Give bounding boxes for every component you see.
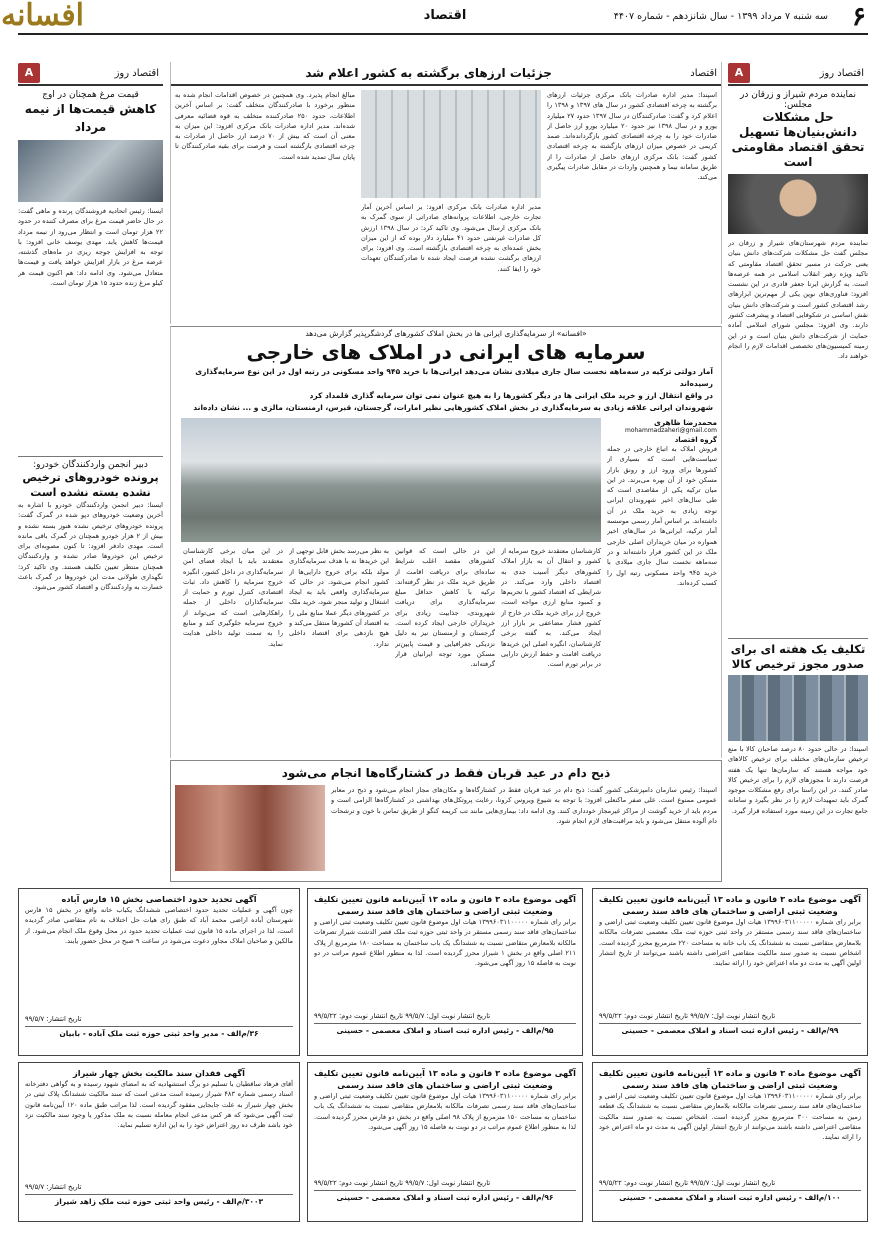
newspaper-logo: افسانه bbox=[0, 0, 84, 33]
photo-slaughterhouse bbox=[175, 785, 325, 871]
kicker: قیمت مرغ همچنان در اوج bbox=[42, 90, 139, 100]
bullet: در واقع انتقال ارز و خرید ملک ایرانی ها در دیگر کشورها را به هیچ عنوان نمی توان سرمایه گذاری قلمداد کرد bbox=[309, 391, 713, 400]
author-email: mohammadzaheri@gmail.com bbox=[624, 427, 717, 434]
ad-headline: تکلیف یک هفته ای برای صدور مجوز ترخیص کالا bbox=[728, 638, 868, 672]
header-rule bbox=[18, 33, 868, 35]
kicker-2: دبیر انجمن واردکنندگان خودرو: bbox=[18, 456, 163, 470]
ad-1 bbox=[592, 888, 868, 1056]
article-body: نماینده مردم شهرستان‌های شیراز و زرقان در مجلس گفت حل مشکلات شرکت‌های دانش بنیان یعنی حرکت در مسیر تحقق اقتصاد مقاومتی که تاکید ویژه رهبر انقلاب اسلامی در همه عرصه‌ها است. به گزارش ایرنا جعفر قادری در این نشست افزود: فناوری‌های نوین یکی از مهم‌ترین ابزارهای رشد اقتصادی کشور است و شرکت‌های دانش بنیان نقش اساسی در شکوفایی اقتصاد و پیشرفت کشور دارند. وی افزود: مجلس شورای اسلامی آماده حمایت از شرکت‌های دانش بنیان است و در این زمینه کمیسیون‌های تخصصی اقدامات لازم را انجام خواهند داد. bbox=[728, 239, 868, 361]
ad-title: آگهی موضوع ماده ۳ قانون و ماده ۱۳ آیین‌نامه قانون تعیین تکلیف وضعیت ثبتی اراضی و ساختمان های فاقد سند رسمی bbox=[314, 1068, 576, 1090]
article-body-2: مبالغ انجام پذیرد. وی همچنین در خصوص اقدامات انجام شده به منظور برخورد با صادرکنندگان متخلف گفت: بر اساس آخرین اطلاعات، حدود ۲۵۰ صادرکننده متخلف به قوه قضائیه معرفی شده‌اند. مدیر اداره صادرات بانک مرکزی افزود: این میزان به معنی آن است که بیش از ۷۰ درصد ارز حاصل از صادرات به چرخه اقتصادی بازگشته است و فرصت برای بقیه صادرکنندگان تا پایان سال تمدید شده است. bbox=[175, 91, 355, 161]
logo-icon: A bbox=[728, 63, 750, 83]
lead-label: گروه اقتصاد bbox=[674, 436, 717, 444]
currency-article bbox=[170, 62, 722, 324]
headline: ذبح دام در عید قربان فقط در کشتارگاه‌ها انجام می‌شود bbox=[281, 766, 611, 780]
ad-title: آگهی موضوع ماده ۳ قانون و ماده ۱۳ آیین‌نامه قانون تعیین تکلیف وضعیت ثبتی اراضی و ساختمان های فاقد سند رسمی bbox=[599, 894, 861, 916]
left-column-header bbox=[18, 62, 163, 86]
page-number: ۶ bbox=[852, 2, 866, 32]
ad-date: تاریخ انتشار نوبت اول: ۹۹/۵/۷ تاریخ انتشار نوبت دوم: ۹۹/۵/۲۲ bbox=[314, 1012, 491, 1020]
right-column-header bbox=[728, 62, 868, 86]
ad-signature: ۹۶/م‌الف - رئیس اداره ثبت اسناد و املاک معصمی - حسینی bbox=[314, 1190, 576, 1202]
feature-body-1: فروش املاک به اتباع خارجی در جمله سیاست‌هایی است که بسیاری از کشورها برای ورود ارز و رونق بازار مسکن خود از آن بهره می‌برند. در این میان ترکیه یکی از مقاصدی است که طی سال‌های اخیر شهروندان ایرانی توجه زیادی به خرید ملک در آن داشته‌اند. بر اساس آمار رسمی موسسه آمار ترکیه، ایرانی‌ها در سال‌های اخیر همواره در میان خریداران اصلی خارجی ملک در این کشور قرار داشته‌اند و در سه‌ماهه نخست سال جاری میلادی با خرید ۹۴۵ واحد مسکونی رتبه اول را کسب کرده‌اند. bbox=[607, 445, 717, 587]
ad-body: اسپندا: در حالی حدود ۸۰ درصد صاحبان کالا با منع ترخیص سازمان‌های مختلف برای ترخیص کالاهای خود مواجه هستند که سازمان‌ها تنها یک هفته فرصت دارند تا مجوزهای لازم را برای ترخیص کالا صادر کنند. در این راستا برای رفع مشکلات موجود گمرک باید تمهیدات لازم را در نظر بگیرد و سامانه جامع تجارت در این زمینه مورد استفاده قرار گیرد. bbox=[728, 745, 868, 815]
article-body-2: ایسنا: دبیر انجمن واردکنندگان خودرو با اشاره به آخرین وضعیت خودروهای دپو شده در گمرک گفت: پرونده خودروهای ترخیص نشده هنوز بسته نشده و بیش از ۲ هزار خودرو همچنان در گمرک باقی مانده است. مهدی دادفر افزود: تا کنون مصوبه‌ای برای ترخیص این خودروها صادر نشده و واردکنندگان همچنان منتظر تعیین تکلیف هستند. وی تاکید کرد: نگهداری طولانی مدت این خودروها در گمرک باعث خسارت به واردکنندگان و اقتصاد کشور می‌شود. bbox=[18, 501, 163, 592]
feature-article bbox=[170, 326, 722, 758]
ad-body: چون آگهی و عملیات تحدید حدود اختصاصی ششدانگ یکباب خانه واقع در بخش ۱۵ فارس شهرستان آباده اراضی محمد آباد که طبق رای هیات حل اختلاف به نام متقاضی صادر گردیده است، لذا در اجرای ماده ۱۵ قانون ثبت عملیات تحدید حدود در محل وقوع ملک انجام می‌شود. از مالکین و صاحبان املاک مجاور دعوت می‌شود در ساعت ۹ صبح در محل حضور یابند. bbox=[25, 906, 293, 945]
feature-bullets bbox=[171, 366, 721, 414]
logo-icon: A bbox=[18, 63, 40, 83]
section-label: اقتصاد bbox=[690, 67, 717, 79]
feature-body-3: این در حالی است که قوانین کشورهای مقصد اغلب شرایط ساده‌ای برای دریافت اقامت از طریق خرید ملک در نظر گرفته‌اند. ترکیه با کاهش حداقل مبلغ سرمایه‌گذاری برای دریافت شهروندی، جذابیت زیادی برای خریداران خارجی ایجاد کرده است. گرجستان و ارمنستان نیز به دلیل نزدیکی جغرافیایی و قیمت پایین‌تر مسکن مورد توجه ایرانیان قرار گرفته‌اند. bbox=[395, 547, 495, 669]
slaughter-article bbox=[170, 760, 722, 882]
ad-title: آگهی موضوع ماده ۳ قانون و ماده ۱۳ آیین‌نامه قانون تعیین تکلیف وضعیت ثبتی اراضی و ساختمان های فاقد سند رسمی bbox=[599, 1068, 861, 1090]
author-name: محمدرضا ظاهری bbox=[653, 418, 717, 427]
headline: حل مشکلات دانش‌بنیان‌ها تسهیل تحقق اقتصاد مقاومتی است bbox=[731, 110, 865, 169]
ad-4 bbox=[592, 1062, 868, 1222]
ad-date: تاریخ انتشار نوبت اول: ۹۹/۵/۷ تاریخ انتشار نوبت دوم: ۹۹/۵/۲۲ bbox=[599, 1012, 776, 1020]
ad-3 bbox=[18, 888, 300, 1056]
ad-signature: ۱۰۰/م‌الف - رئیس اداره ثبت اسناد و املاک معصمی - حسینی bbox=[599, 1190, 861, 1202]
ad-body: آقای فرهاد ساقطیان با تسلیم دو برگ استشهادیه که به امضای شهود رسیده و به گواهی دفترخانه اسناد رسمی شماره ۴۸۳ شیراز رسیده است مدعی است که سند مالکیت ششدانگ پلاک ثبتی در بخش چهار شیراز به علت جابجایی مفقود گردیده است. لذا مراتب طبق ماده ۱۲۰ آیین‌نامه قانون ثبت آگهی می‌شود که هر کس مدعی انجام معامله نسبت به ملک مذکور یا وجود سند مالکیت نزد خود باشد ظرف ده روز اعتراض خود را به این اداره تسلیم نماید. bbox=[25, 1080, 293, 1130]
feature-body-4: به نظر می‌رسد بخش قابل توجهی از این خریدها نه با هدف سرمایه‌گذاری مولد بلکه برای خروج دارایی‌ها از کشور انجام می‌شود. در حالی که سرمایه‌گذاری واقعی باید به ایجاد اشتغال و تولید منجر شود، خرید ملک در کشورهای دیگر عملا منابع ملی را به اقتصاد آن کشورها منتقل می‌کند و هیچ بازدهی برای اقتصاد داخلی ندارد. bbox=[289, 547, 389, 648]
ad-signature: ۹۵/م‌الف - رئیس اداره ثبت اسناد و املاک معصمی - حسینی bbox=[314, 1023, 576, 1035]
ad-2 bbox=[307, 888, 583, 1056]
middle-header bbox=[171, 62, 721, 86]
bullet: شهروندان ایرانی علاقه زیادی به سرمایه‌گذاری در بخش املاک کشورهایی نظیر امارات، گرجستان، قبرس، ارمنستان، مالزی و ... نشان داده‌اند bbox=[193, 403, 713, 412]
feature-body-5: در این میان برخی کارشناسان معتقدند باید با ایجاد فضای امن سرمایه‌گذاری در داخل کشور، انگیزه خروج سرمایه را کاهش داد. ثبات اقتصادی، کنترل تورم و حمایت از سرمایه‌گذاران داخلی از جمله راهکارهایی است که می‌تواند از خروج سرمایه جلوگیری کند و منابع را به سمت تولید داخلی هدایت نماید. bbox=[183, 547, 283, 648]
photo-istanbul bbox=[181, 418, 601, 542]
photo-money bbox=[361, 90, 541, 198]
ad-signature: ۳۶/م‌الف - مدیر واحد ثبتی حوزه ثبت ملک آباده - بابیان bbox=[25, 1026, 293, 1038]
article-body-3: مدیر اداره صادرات بانک مرکزی افزود: بر اساس آخرین آمار تجارت خارجی، اطلاعات پروانه‌های صادراتی از سوی گمرک به بانک مرکزی ارسال می‌شود. وی تاکید کرد: در سال ۱۳۹۸ ارزش کل صادرات غیرنفتی حدود ۴۱ میلیارد دلار بوده که از این میزان بخش عمده‌ای به چرخه اقتصادی بازگشته است. وی افزود: برای ارزهای برگشت نشده فرصت ایجاد شده تا صادرکنندگان تعهدات خود را ایفا کنند. bbox=[361, 203, 541, 273]
ad-date: تاریخ انتشار: ۹۹/۵/۷ bbox=[25, 1183, 82, 1191]
article-body: ایسنا: رئیس اتحادیه فروشندگان پرنده و ماهی گفت: در حال حاضر قیمت مرغ برای مصرف کننده در حدود ۲۲ هزار تومان است و انتظار می‌رود از نیمه مرداد قیمت‌ها کاهش یابد. مهدی یوسف خانی افزود: با توجه به افزایش جوجه ریزی در ماه‌های گذشته، عرضه مرغ در بازار افزایش خواهد یافت و قیمت‌ها متعادل می‌شود. وی ادامه داد: هم اکنون قیمت هر کیلو مرغ زنده حدود ۱۵ هزار تومان است. bbox=[18, 207, 163, 288]
ad-body: برابر رای شماره ۱۳۹۹۶۰۳۱۱۰۰۰۰۰ هیات اول موضوع قانون تعیین تکلیف وضعیت ثبتی اراضی و ساختمان‌های فاقد سند رسمی مستقر در واحد ثبتی حوزه ثبت ملک معصمی تصرفات مالکانه بلامعارض متقاضی نسبت به ششدانگ یک باب خانه به مساحت ۲۲۰ مترمربع محرز گردیده است. اشخاص نسبت به صدور سند مالکیت متقاضی اعتراضی داشته باشند می‌توانند از تاریخ انتشار اولین آگهی به مدت دو ماه اعتراض خود را ارائه نمایند. bbox=[599, 918, 861, 968]
ad-body: برابر رای شماره ۱۳۹۹۶۰۳۱۱۰۰۰۰۰ هیات اول موضوع قانون تعیین تکلیف وضعیت ثبتی اراضی و ساختمان‌های فاقد سند رسمی تصرفات مالکانه بلامعارض متقاضی نسبت به ششدانگ یک قطعه زمین به مساحت ۳۰۰ مترمربع محرز گردیده است. اشخاص نسبت به صدور سند مالکیت متقاضی اعتراضی داشته باشند می‌توانند از تاریخ انتشار اولین آگهی به مدت دو ماه اعتراض خود را ارائه نمایند. bbox=[599, 1092, 861, 1142]
ad-title: آگهی موضوع ماده ۳ قانون و ماده ۱۳ آیین‌نامه قانون تعیین تکلیف وضعیت ثبتی اراضی و ساختمان های فاقد سند رسمی bbox=[314, 894, 576, 916]
article-body: اسپندا: رئیس سازمان دامپزشکی کشور گفت: ذبح دام در عید قربان فقط در کشتارگاه‌ها و مکان‌های مجاز انجام می‌شود و ذبح در معابر عمومی ممنوع است. علی صفر ماکنعلی افزود: با توجه به شیوع ویروس کرونا، رعایت پروتکل‌های بهداشتی در کشتارگاه‌ها الزامی است و مردم باید از خرید گوشت از مراکز غیرمجاز خودداری کنند. وی ادامه داد: بیماری‌هایی مانند تب کریمه کنگو از طریق تماس با خون و ترشحات دام آلوده منتقل می‌شود و باید مراقبت‌های لازم انجام شود. bbox=[331, 786, 717, 825]
left-column bbox=[18, 62, 163, 882]
photo-port bbox=[728, 675, 868, 741]
headline-2: پرونده خودروهای ترخیص نشده بسته نشده است bbox=[22, 471, 159, 499]
feature-body-2: کارشناسان معتقدند خروج سرمایه از کشور و انتقال آن به بازار املاک کشورهای دیگر آسیب جدی به اقتصاد داخلی وارد می‌کند. در شرایطی که اقتصاد کشور با تحریم‌ها و کمبود منابع ارزی مواجه است، خروج ارز برای خرید ملک در خارج از کشور فشار مضاعفی بر بازار ارز ایجاد می‌کند. به گفته برخی کارشناسان، انگیزه اصلی این خریدها دریافت اقامت و حفظ ارزش دارایی در برابر تورم است. bbox=[501, 547, 601, 669]
right-column bbox=[728, 62, 868, 882]
ad-signature: ۹۹/م‌الف - رئیس اداره ثبت اسناد و املاک معصمی - حسینی bbox=[599, 1023, 861, 1035]
section-label: اقتصاد روز bbox=[819, 67, 864, 79]
section-label: اقتصاد روز bbox=[114, 67, 159, 79]
section-title: اقتصاد bbox=[423, 8, 467, 23]
feature-kicker: «افسانه» از سرمایه‌گذاری ایرانی ها در بخش املاک کشورهای گردشگرپذیر گزارش می‌دهد bbox=[305, 329, 587, 338]
headline: کاهش قیمت‌ها از نیمه مرداد bbox=[24, 102, 157, 134]
ad-title: آگهی تحدید حدود اختصاصی بخش ۱۵ فارس آباده bbox=[61, 894, 257, 904]
kicker: نماینده مردم شیراز و زرقان در مجلس: bbox=[740, 90, 856, 110]
photo-portrait bbox=[728, 174, 868, 234]
ad-title: آگهی فقدان سند مالکیت بخش چهار شیراز bbox=[73, 1068, 245, 1078]
ad-6 bbox=[18, 1062, 300, 1222]
article-body: اسپندا: مدیر اداره صادرات بانک مرکزی جزئیات ارزهای برگشته به چرخه اقتصادی کشور در سال های ۱۳۹۷ و ۱۳۹۸ را اعلام کرد و گفت: صادرکنندگان در سال ۱۳۹۷ حدود ۲۷ میلیارد یورو و در سال ۱۳۹۸ نیز حدود ۲۰ میلیارد یورو ارز حاصل از صادرات خود را به چرخه اقتصادی کشور بازگردانده‌اند. صمد کریمی در خصوص میزان ارزهای بازگشته به چرخه اقتصادی کشور گفت: بانک مرکزی ارزهای حاصل از صادرات را از طریق سامانه نیما و همچنین واردات در مقابل صادرات پیگیری می‌کند. bbox=[547, 91, 717, 182]
ad-body: برابر رای شماره ۱۳۹۹۶۰۳۱۱۰۰۰۰۰ هیات اول موضوع قانون تعیین تکلیف وضعیت ثبتی اراضی و ساختمان‌های فاقد سند رسمی تصرفات مالکانه بلامعارض متقاضی نسبت به ششدانگ یک باب ساختمان به مساحت ۱۵۰ مترمربع از پلاک ۹۸ اصلی واقع در بخش دو فارس محرز گردیده است. لذا به منظور اطلاع عموم مراتب در دو نوبت به فاصله ۱۵ روز آگهی می‌شود. bbox=[314, 1092, 576, 1131]
ad-body: برابر رای شماره ۱۳۹۹۶۰۳۱۱۰۰۰۰۰ هیات اول موضوع قانون تعیین تکلیف وضعیت ثبتی اراضی و ساختمان‌های فاقد سند رسمی مستقر در واحد ثبتی حوزه ثبت ملک قصر الدشت شیراز تصرفات مالکانه بلامعارض متقاضی نسبت به ششدانگ یک باب ساختمان به مساحت ۱۸۰ مترمربع از پلاک ۲۱۱ اصلی واقع در بخش ۱ شیراز محرز گردیده است. لذا به منظور اطلاع عموم مراتب در دو نوبت به فاصله ۱۵ روز آگهی می‌شود. bbox=[314, 918, 576, 968]
ad-date: تاریخ انتشار: ۹۹/۵/۷ bbox=[25, 1015, 82, 1023]
feature-headline: سرمایه های ایرانی در املاک های خارجی bbox=[246, 340, 646, 364]
ad-date: تاریخ انتشار نوبت اول: ۹۹/۵/۷ تاریخ انتشار نوبت دوم: ۹۹/۵/۲۲ bbox=[314, 1179, 491, 1187]
headline: جزئیات ارزهای برگشته به کشور اعلام شد bbox=[305, 66, 552, 80]
ad-date: تاریخ انتشار نوبت اول: ۹۹/۵/۷ تاریخ انتشار نوبت دوم: ۹۹/۵/۲۲ bbox=[599, 1179, 776, 1187]
dateline: سه شنبه ۷ مرداد ۱۳۹۹ - سال شانزدهم - شماره ۴۴۰۷ bbox=[613, 11, 828, 22]
photo-market bbox=[18, 140, 163, 202]
bullet: آمار دولتی ترکیه در سه‌ماهه نخست سال جاری میلادی نشان می‌دهد ایرانی‌ها با خرید ۹۴۵ واحد مسکونی در رتبه اول در این نوع سرمایه‌گذاری رسیده‌اند bbox=[195, 367, 713, 388]
ad-5 bbox=[307, 1062, 583, 1222]
ad-signature: ۳۰۰۳/م‌الف - رئیس واحد ثبتی حوزه ثبت ملک زاهد شیراز bbox=[25, 1194, 293, 1206]
